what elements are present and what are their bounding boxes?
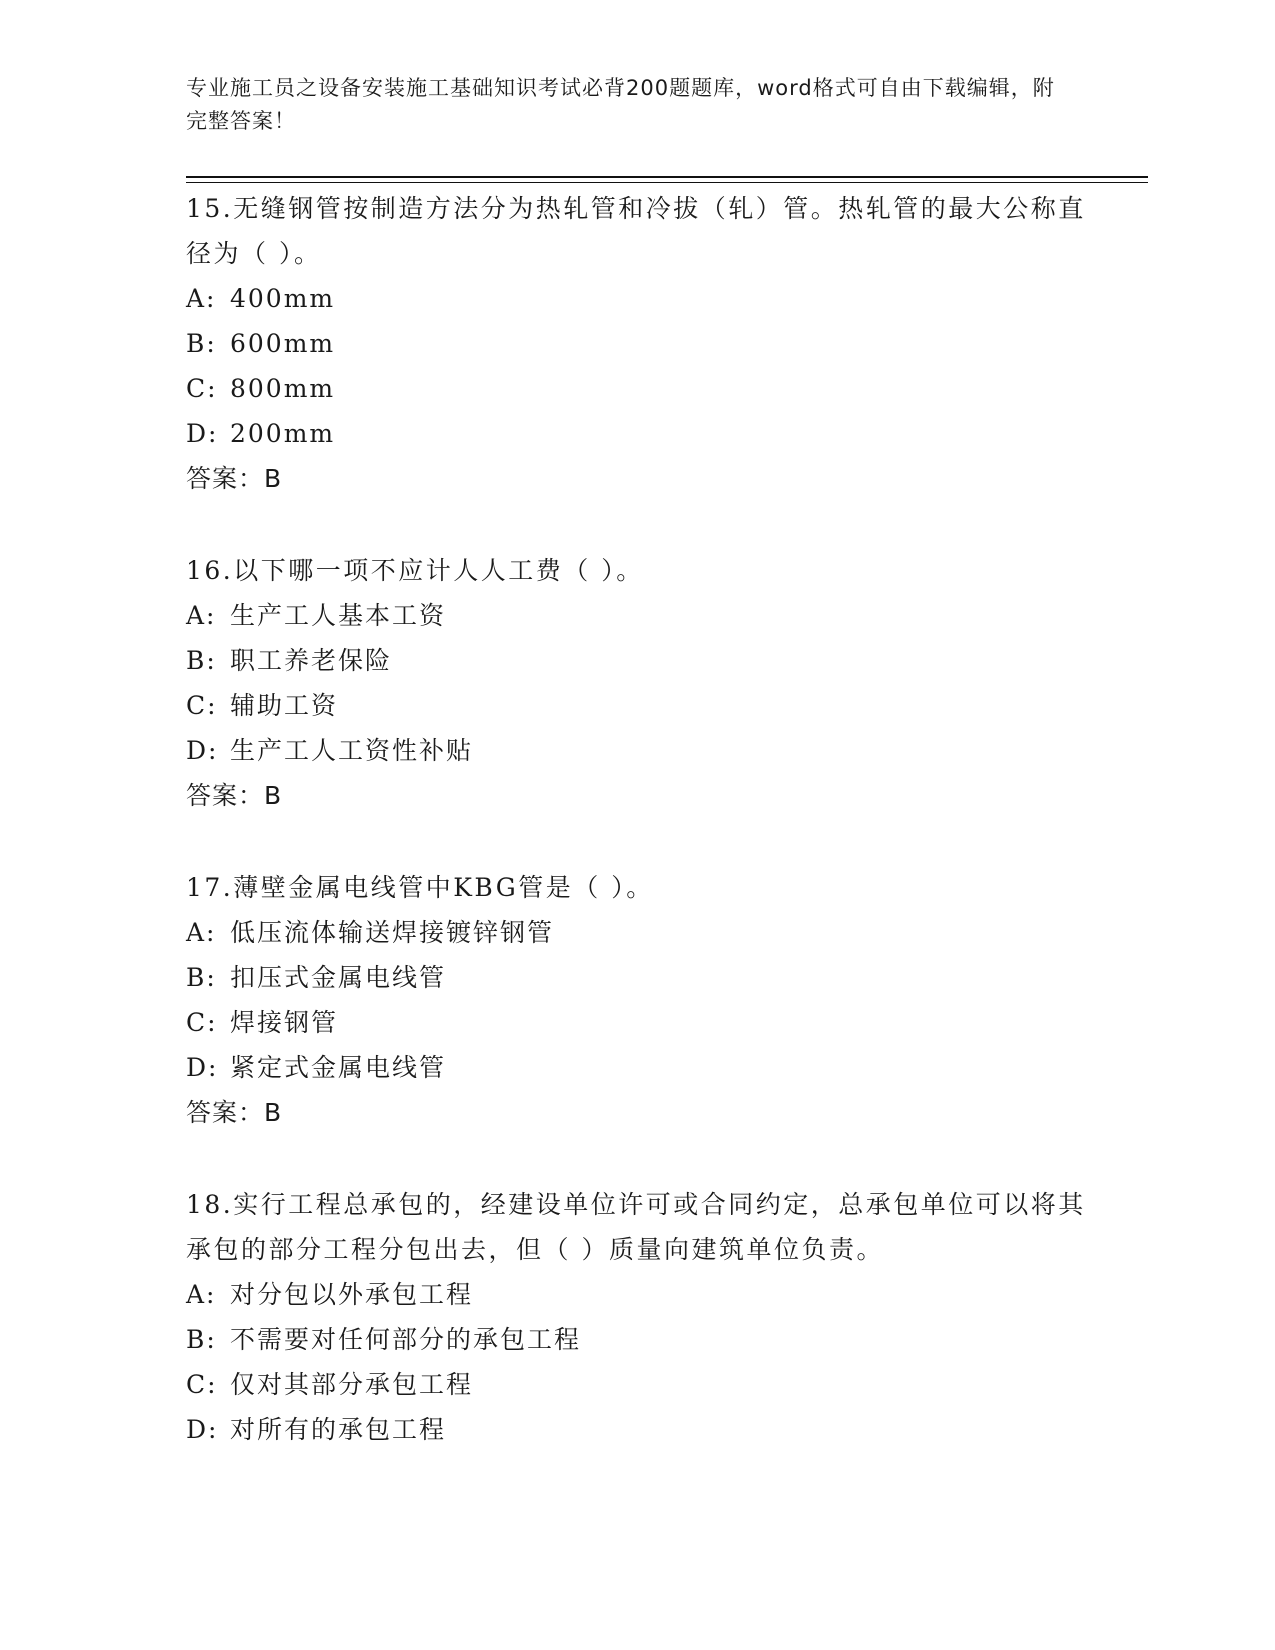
- option-letter: A:: [186, 601, 217, 630]
- header-divider-thin: [186, 182, 1148, 183]
- option-b: [186, 638, 1086, 683]
- option-text: 仅对其部分承包工程: [230, 1370, 474, 1399]
- option-letter: B:: [186, 329, 217, 358]
- option-text: 扣压式金属电线管: [230, 963, 447, 992]
- option-a: [186, 593, 1086, 638]
- option-text: 600mm: [230, 329, 336, 358]
- option-c: [186, 1362, 1086, 1407]
- option-letter: D:: [186, 419, 219, 448]
- option-text: 焊接钢管: [230, 1008, 339, 1037]
- question-17: [186, 865, 1086, 1135]
- option-letter: B:: [186, 646, 217, 675]
- question-stem: 15.无缝钢管按制造方法分为热轧管和冷拔（轧）管。热轧管的最大公称直径为（ ）。: [186, 194, 1086, 268]
- option-text: 不需要对任何部分的承包工程: [230, 1325, 582, 1354]
- option-d: [186, 728, 1086, 773]
- option-text: 低压流体输送焊接镀锌钢管: [230, 918, 555, 947]
- option-c: [186, 1000, 1086, 1045]
- question-15: [186, 186, 1086, 501]
- option-d: [186, 411, 1086, 456]
- option-a: [186, 910, 1086, 955]
- option-letter: D:: [186, 1415, 219, 1444]
- option-d: [186, 1045, 1086, 1090]
- option-c: [186, 683, 1086, 728]
- option-b: [186, 1317, 1086, 1362]
- option-text: 职工养老保险: [230, 646, 393, 675]
- option-b: [186, 321, 1086, 366]
- option-letter: A:: [186, 284, 217, 313]
- header-divider-thick: [186, 176, 1148, 178]
- option-letter: C:: [186, 1008, 218, 1037]
- option-a: [186, 276, 1086, 321]
- option-text: 对分包以外承包工程: [230, 1280, 474, 1309]
- option-letter: C:: [186, 374, 218, 403]
- question-18: [186, 1182, 1086, 1452]
- option-letter: C:: [186, 1370, 218, 1399]
- option-a: [186, 1272, 1086, 1317]
- option-text: 对所有的承包工程: [230, 1415, 447, 1444]
- document-header: 专业施工员之设备安装施工基础知识考试必背200题题库，word格式可自由下载编辑，附完整答案！: [186, 76, 1055, 133]
- option-letter: A:: [186, 1280, 217, 1309]
- option-b: [186, 955, 1086, 1000]
- option-text: 生产工人工资性补贴: [230, 736, 474, 765]
- option-c: [186, 366, 1086, 411]
- option-text: 800mm: [230, 374, 336, 403]
- answer-line: 答案：B: [186, 781, 283, 810]
- answer-line: 答案：B: [186, 464, 283, 493]
- option-letter: B:: [186, 963, 217, 992]
- option-letter: D:: [186, 736, 219, 765]
- option-d: [186, 1407, 1086, 1452]
- question-16: [186, 548, 1086, 818]
- option-text: 辅助工资: [230, 691, 339, 720]
- option-letter: C:: [186, 691, 218, 720]
- option-text: 紧定式金属电线管: [230, 1053, 447, 1082]
- question-stem: 17.薄壁金属电线管中KBG管是（ ）。: [186, 873, 654, 902]
- option-letter: B:: [186, 1325, 217, 1354]
- option-text: 200mm: [230, 419, 336, 448]
- question-stem: 16.以下哪一项不应计人人工费（ ）。: [186, 556, 644, 585]
- answer-line: 答案：B: [186, 1098, 283, 1127]
- question-stem: 18.实行工程总承包的，经建设单位许可或合同约定，总承包单位可以将其承包的部分工程分包出去，但（ ）质量向建筑单位负责。: [186, 1190, 1086, 1264]
- option-text: 400mm: [230, 284, 336, 313]
- option-text: 生产工人基本工资: [230, 601, 447, 630]
- option-letter: D:: [186, 1053, 219, 1082]
- option-letter: A:: [186, 918, 217, 947]
